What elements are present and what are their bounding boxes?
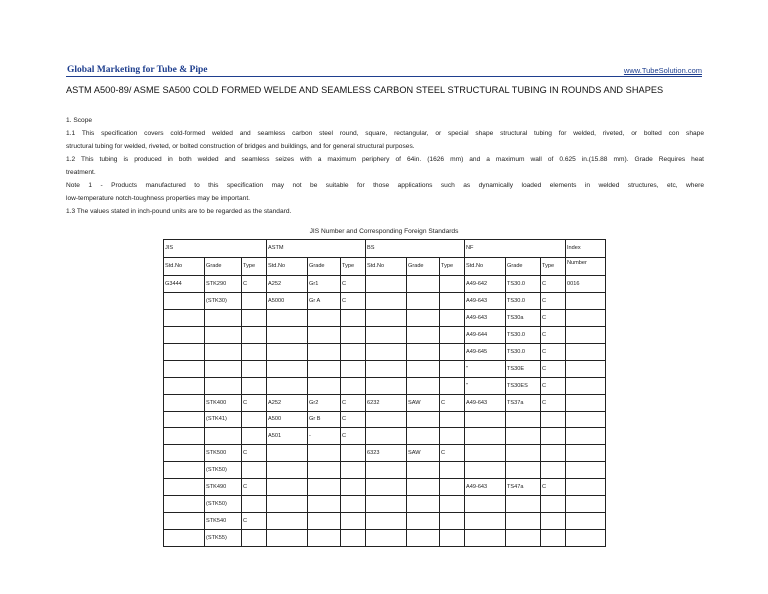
table-cell xyxy=(506,428,541,445)
table-caption: JIS Number and Corresponding Foreign Standards xyxy=(309,228,459,235)
table-cell xyxy=(341,479,366,496)
table-cell xyxy=(366,411,407,428)
subheader-cell: Type xyxy=(242,257,267,276)
table-cell xyxy=(366,327,407,344)
table-cell: C xyxy=(541,343,566,360)
table-cell: - xyxy=(308,428,341,445)
table-cell xyxy=(506,529,541,546)
table-cell: STK540 xyxy=(205,512,242,529)
table-cell xyxy=(205,428,242,445)
table-cell xyxy=(440,411,465,428)
table-cell xyxy=(341,343,366,360)
table-cell xyxy=(341,360,366,377)
table-cell xyxy=(465,462,506,479)
subheader-cell: Std.No xyxy=(366,257,407,276)
table-cell xyxy=(205,343,242,360)
table-row xyxy=(164,462,606,479)
table-cell: C xyxy=(541,360,566,377)
table-cell xyxy=(465,445,506,462)
table-cell: C xyxy=(341,276,366,293)
table-cell xyxy=(366,310,407,327)
table-cell xyxy=(440,360,465,377)
scope-section xyxy=(66,114,704,218)
table-cell xyxy=(506,495,541,512)
table-row xyxy=(164,343,606,360)
table-cell xyxy=(308,479,341,496)
table-cell xyxy=(440,276,465,293)
table-cell: STK490 xyxy=(205,479,242,496)
table-cell: 6232 xyxy=(366,394,407,411)
table-cell: STK500 xyxy=(205,445,242,462)
table-cell xyxy=(440,512,465,529)
table-cell: TS30a xyxy=(506,310,541,327)
paragraph-1-1-line-2: structural tubing for welded, riveted, or bolted construction of bridges and buildings, and for general structural purposes. xyxy=(66,143,415,150)
table-cell xyxy=(440,462,465,479)
table-cell: C xyxy=(541,394,566,411)
table-cell xyxy=(407,343,440,360)
table-cell: C xyxy=(541,310,566,327)
group-bs: BS xyxy=(366,240,465,258)
subheader-cell: Type xyxy=(541,257,566,276)
table-cell: A252 xyxy=(267,276,308,293)
table-cell: C xyxy=(440,445,465,462)
table-row xyxy=(164,360,606,377)
table-row xyxy=(164,445,606,462)
table-cell xyxy=(407,360,440,377)
table-cell xyxy=(440,377,465,394)
table-cell: TS30.0 xyxy=(506,327,541,344)
table-row xyxy=(164,512,606,529)
table-cell xyxy=(541,529,566,546)
table-row xyxy=(164,377,606,394)
group-astm: ASTM xyxy=(267,240,366,258)
table-row xyxy=(164,327,606,344)
table-cell xyxy=(164,495,205,512)
table-cell xyxy=(242,462,267,479)
table-cell xyxy=(164,529,205,546)
table-cell xyxy=(366,377,407,394)
table-cell: SAW xyxy=(407,445,440,462)
paragraph-1-1-line-1: 1.1 This specification covers cold-formed welded and seamless carbon steel round, square, rectangular, or special shape structural tubing for welded, riveted, or bolted con shape xyxy=(66,130,704,137)
table-cell xyxy=(407,495,440,512)
table-cell xyxy=(164,411,205,428)
standards-table xyxy=(163,239,606,547)
table-row xyxy=(164,411,606,428)
table-cell xyxy=(566,327,606,344)
table-cell: A49-642 xyxy=(465,276,506,293)
table-cell: Gr B xyxy=(308,411,341,428)
table-cell xyxy=(308,327,341,344)
subheader-cell: Grade xyxy=(407,257,440,276)
table-cell xyxy=(164,445,205,462)
table-cell xyxy=(267,479,308,496)
table-cell: C xyxy=(341,293,366,310)
table-cell xyxy=(566,411,606,428)
table-cell xyxy=(164,377,205,394)
table-cell xyxy=(465,495,506,512)
subheader-cell: Grade xyxy=(205,257,242,276)
table-cell xyxy=(267,343,308,360)
subheader-cell: Grade xyxy=(308,257,341,276)
table-cell: 0016 xyxy=(566,276,606,293)
table-cell xyxy=(506,445,541,462)
table-cell xyxy=(242,428,267,445)
table-cell xyxy=(366,428,407,445)
table-cell xyxy=(341,529,366,546)
table-cell: A500 xyxy=(267,411,308,428)
table-cell xyxy=(366,360,407,377)
table-cell xyxy=(341,512,366,529)
table-cell: A252 xyxy=(267,394,308,411)
table-cell xyxy=(366,293,407,310)
table-cell xyxy=(566,377,606,394)
table-cell: TS30.0 xyxy=(506,276,541,293)
table-cell xyxy=(308,343,341,360)
table-cell: C xyxy=(242,445,267,462)
table-cell xyxy=(242,411,267,428)
table-cell xyxy=(465,529,506,546)
note-1-line-2: low-temperature notch-toughness properties may be important. xyxy=(66,195,250,202)
table-cell xyxy=(407,293,440,310)
table-cell xyxy=(407,512,440,529)
table-cell xyxy=(341,377,366,394)
table-cell xyxy=(164,310,205,327)
table-cell xyxy=(308,445,341,462)
index-number-header: Number xyxy=(566,257,606,276)
table-cell: SAW xyxy=(407,394,440,411)
subheader-cell: Type xyxy=(341,257,366,276)
table-cell: Gr1 xyxy=(308,276,341,293)
note-1-line-1: Note 1 - Products manufactured to this specification may not be suitable for those applications such as dynamically loaded elements in welded structures, etc, where xyxy=(66,182,704,189)
table-cell xyxy=(308,310,341,327)
table-cell xyxy=(308,529,341,546)
subheader-cell: Type xyxy=(440,257,465,276)
table-row xyxy=(164,394,606,411)
table-cell xyxy=(440,428,465,445)
table-cell xyxy=(541,512,566,529)
table-row xyxy=(164,310,606,327)
table-cell: Gr A xyxy=(308,293,341,310)
table-cell: A49-645 xyxy=(465,343,506,360)
table-cell xyxy=(267,310,308,327)
table-row xyxy=(164,293,606,310)
table-cell xyxy=(242,327,267,344)
table-cell: C xyxy=(341,394,366,411)
table-cell xyxy=(407,462,440,479)
table-cell xyxy=(366,529,407,546)
table-cell: C xyxy=(242,479,267,496)
table-row xyxy=(164,529,606,546)
table-cell xyxy=(566,360,606,377)
table-cell xyxy=(308,512,341,529)
table-cell xyxy=(205,360,242,377)
table-cell xyxy=(407,310,440,327)
paragraph-1-2-line-1: 1.2 This tubing is produced in both welded and seamless seizes with a maximum periphery of 64in. (1626 mm) and a maximum wall of 0.625 in.(15.88 mm). Grade Requires heat xyxy=(66,156,704,163)
table-cell xyxy=(242,310,267,327)
table-cell: C xyxy=(242,276,267,293)
table-row xyxy=(164,495,606,512)
table-cell xyxy=(407,479,440,496)
table-cell xyxy=(341,445,366,462)
table-cell xyxy=(407,327,440,344)
table-cell xyxy=(366,512,407,529)
table-cell xyxy=(566,394,606,411)
table-cell xyxy=(267,462,308,479)
table-cell xyxy=(566,529,606,546)
table-cell xyxy=(440,327,465,344)
table-cell xyxy=(205,327,242,344)
table-cell xyxy=(440,529,465,546)
table-cell: TS47a xyxy=(506,479,541,496)
group-jis: JIS xyxy=(164,240,267,258)
table-cell xyxy=(308,462,341,479)
table-cell: TS30.0 xyxy=(506,293,541,310)
document-title: ASTM A500-89/ ASME SA500 COLD FORMED WELDE AND SEAMLESS CARBON STEEL STRUCTURAL TUBING IN ROUNDS AND SHAPES xyxy=(66,85,664,95)
table-subheader-row xyxy=(164,257,606,276)
table-cell xyxy=(566,512,606,529)
table-cell: A49-644 xyxy=(465,327,506,344)
table-cell xyxy=(407,276,440,293)
table-group-header-row xyxy=(164,240,606,258)
table-cell xyxy=(267,529,308,546)
table-cell: C xyxy=(341,428,366,445)
table-cell: C xyxy=(541,327,566,344)
table-cell: (STK30) xyxy=(205,293,242,310)
table-cell xyxy=(164,343,205,360)
table-cell xyxy=(366,479,407,496)
table-cell: A501 xyxy=(267,428,308,445)
subheader-cell: Std.No xyxy=(267,257,308,276)
table-cell: (STK41) xyxy=(205,411,242,428)
table-cell xyxy=(407,377,440,394)
table-cell xyxy=(566,479,606,496)
table-cell xyxy=(205,377,242,394)
table-cell xyxy=(465,428,506,445)
scope-heading: 1. Scope xyxy=(66,117,93,124)
table-cell: " xyxy=(465,360,506,377)
table-cell xyxy=(308,495,341,512)
table-cell xyxy=(242,293,267,310)
table-cell: C xyxy=(440,394,465,411)
table-cell xyxy=(267,445,308,462)
table-cell xyxy=(308,377,341,394)
table-cell: STK290 xyxy=(205,276,242,293)
table-cell xyxy=(308,360,341,377)
table-cell xyxy=(341,310,366,327)
table-cell xyxy=(242,529,267,546)
table-cell xyxy=(506,462,541,479)
table-cell xyxy=(506,512,541,529)
table-cell xyxy=(267,512,308,529)
table-cell: C xyxy=(242,512,267,529)
table-cell xyxy=(440,479,465,496)
table-cell: TS30.0 xyxy=(506,343,541,360)
table-cell xyxy=(541,495,566,512)
table-cell xyxy=(164,360,205,377)
table-cell xyxy=(566,428,606,445)
table-cell xyxy=(366,495,407,512)
table-cell: (STK50) xyxy=(205,462,242,479)
table-cell xyxy=(164,428,205,445)
table-cell xyxy=(566,495,606,512)
table-cell: C xyxy=(541,479,566,496)
table-cell xyxy=(566,310,606,327)
group-nf: NF xyxy=(465,240,566,258)
table-cell xyxy=(566,343,606,360)
table-cell xyxy=(366,276,407,293)
table-cell xyxy=(164,479,205,496)
table-cell xyxy=(566,293,606,310)
table-cell: C xyxy=(541,293,566,310)
table-cell xyxy=(164,293,205,310)
table-cell: TS30ES xyxy=(506,377,541,394)
table-cell: Gr2 xyxy=(308,394,341,411)
table-cell xyxy=(465,411,506,428)
table-cell: 6323 xyxy=(366,445,407,462)
table-cell xyxy=(407,411,440,428)
table-cell xyxy=(506,411,541,428)
table-cell xyxy=(242,343,267,360)
table-cell: " xyxy=(465,377,506,394)
group-index: Index xyxy=(566,240,606,258)
table-cell: TS30E xyxy=(506,360,541,377)
table-cell: A49-643 xyxy=(465,479,506,496)
table-cell xyxy=(341,495,366,512)
table-cell: C xyxy=(242,394,267,411)
table-cell: C xyxy=(541,276,566,293)
table-cell xyxy=(566,445,606,462)
table-cell xyxy=(267,377,308,394)
table-cell xyxy=(341,462,366,479)
header-rule xyxy=(66,76,702,77)
table-cell xyxy=(242,360,267,377)
table-cell xyxy=(566,462,606,479)
table-cell: C xyxy=(341,411,366,428)
table-cell xyxy=(267,360,308,377)
table-cell xyxy=(407,529,440,546)
table-row xyxy=(164,276,606,293)
table-cell: C xyxy=(541,377,566,394)
table-cell xyxy=(440,495,465,512)
table-cell xyxy=(541,462,566,479)
table-cell xyxy=(440,293,465,310)
table-cell: A49-643 xyxy=(465,293,506,310)
table-cell: STK400 xyxy=(205,394,242,411)
table-cell xyxy=(205,310,242,327)
table-cell: G3444 xyxy=(164,276,205,293)
table-cell xyxy=(267,327,308,344)
table-cell: (STK55) xyxy=(205,529,242,546)
paragraph-1-3: 1.3 The values stated in inch-pound units are to be regarded as the standard. xyxy=(66,208,292,215)
table-cell xyxy=(366,462,407,479)
subheader-cell: Std.No xyxy=(465,257,506,276)
paragraph-1-2-line-2: treatment. xyxy=(66,169,96,176)
table-cell xyxy=(164,327,205,344)
table-cell xyxy=(541,411,566,428)
header-url-link[interactable]: www.TubeSolution.com xyxy=(623,66,702,75)
table-cell xyxy=(164,512,205,529)
table-cell: A49-643 xyxy=(465,310,506,327)
table-row xyxy=(164,428,606,445)
table-cell: A5000 xyxy=(267,293,308,310)
table-cell xyxy=(440,310,465,327)
subheader-cell: Std.No xyxy=(164,257,205,276)
table-cell: A49-643 xyxy=(465,394,506,411)
table-cell xyxy=(366,343,407,360)
table-cell xyxy=(440,343,465,360)
table-row xyxy=(164,479,606,496)
table-cell: TS37a xyxy=(506,394,541,411)
subheader-cell: Grade xyxy=(506,257,541,276)
table-cell xyxy=(164,462,205,479)
table-cell xyxy=(541,445,566,462)
table-cell xyxy=(341,327,366,344)
table-cell xyxy=(267,495,308,512)
table-cell xyxy=(242,495,267,512)
table-cell xyxy=(407,428,440,445)
table-cell xyxy=(164,394,205,411)
table-cell: (STK50) xyxy=(205,495,242,512)
header-brand: Global Marketing for Tube & Pipe xyxy=(67,65,208,75)
table-cell xyxy=(242,377,267,394)
table-cell xyxy=(541,428,566,445)
table-cell xyxy=(465,512,506,529)
